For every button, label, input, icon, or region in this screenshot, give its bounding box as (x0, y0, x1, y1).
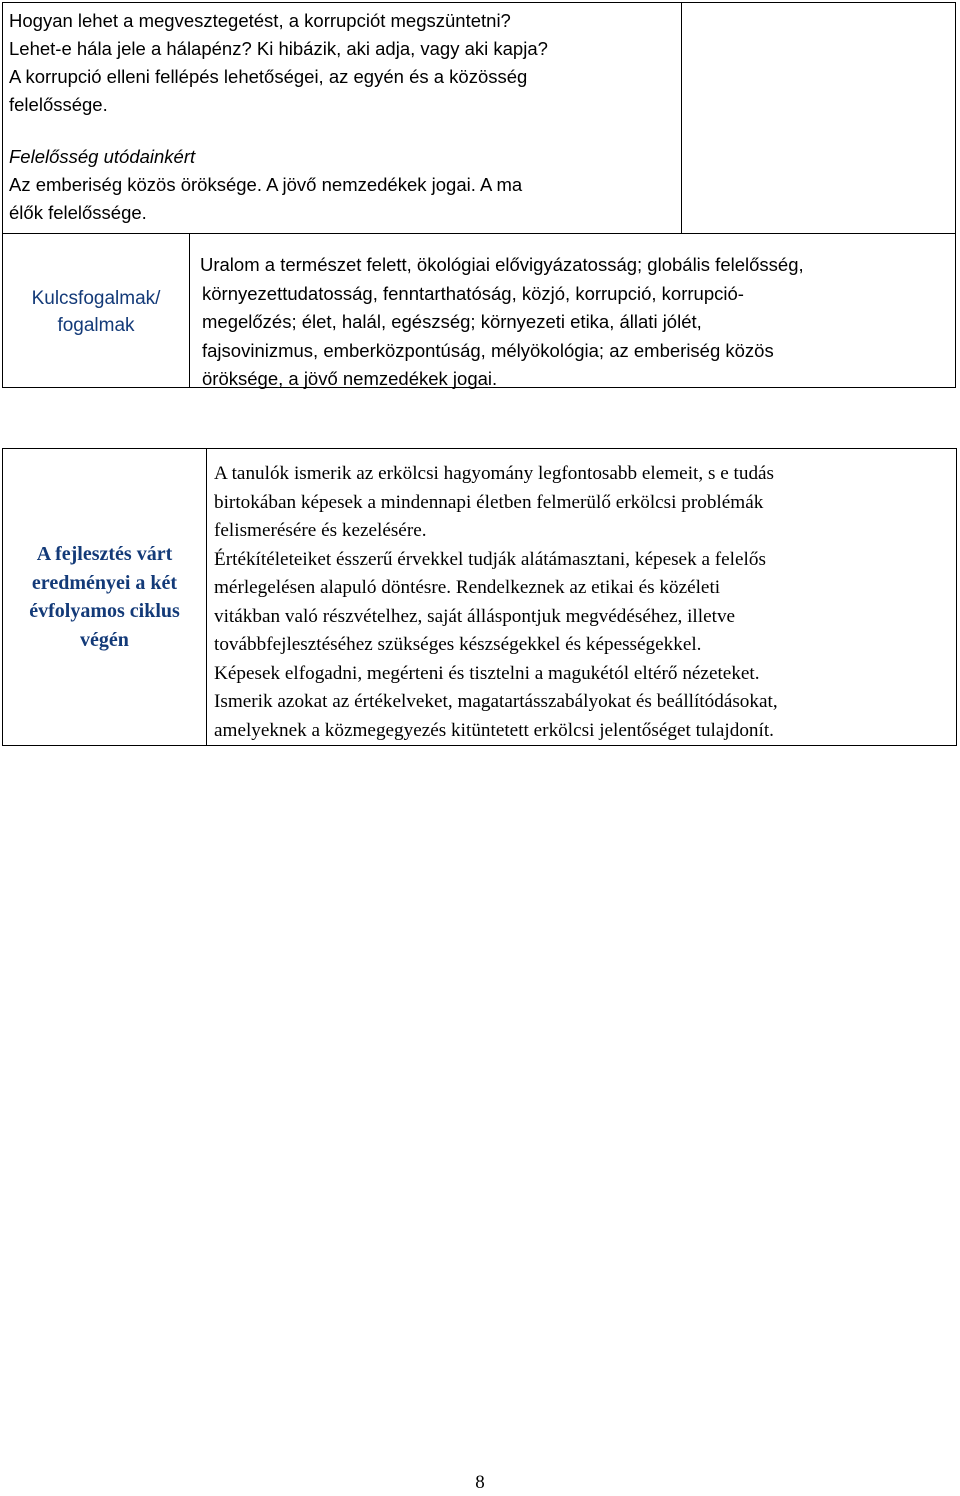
concept-line: fajsovinizmus, emberközpontúság, mélyökológia; az emberiség közös (202, 339, 774, 361)
outcome-line: A tanulók ismerik az erkölcsi hagyomány legfontosabb elemeit, s e tudás (214, 463, 775, 484)
outcome-line: felismerésére és kezelésére. (214, 520, 427, 541)
outcome-line: Értékítéleteiket ésszerű érvekkel tudják alátámasztani, képesek a felelős (214, 548, 766, 570)
outcomes-label (3, 449, 206, 745)
spacer (9, 119, 679, 143)
label-line: Kulcsfogalmak/ (31, 287, 161, 309)
outcomes-table (2, 448, 957, 746)
topics-table (2, 2, 956, 388)
topic-questions (9, 7, 679, 227)
row2-divider (189, 233, 190, 388)
topic-line: A korrupció elleni fellépés lehetőségei, az egyén és a közösség (9, 66, 528, 87)
label-line: eredményei a két (31, 571, 178, 594)
topic-line: élők felelőssége. (9, 202, 147, 223)
concept-line: öröksége, a jövő nemzedékek jogai. (202, 368, 498, 389)
concept-line: megelőzés; élet, halál, egészség; környezeti etika, állati jólét, (202, 311, 702, 332)
topic-line: Lehet-e hála jele a hálapénz? Ki hibázik, aki adja, vagy aki kapja? (9, 38, 548, 59)
outcome-line: birtokában képesek a mindennapi életben felmerülő erkölcsi problémák (214, 491, 764, 513)
label-line: A fejlesztés várt (36, 543, 173, 565)
outcome-line: mérlegelésen alapuló döntésre. Rendelkeznek az etikai és közéleti (214, 577, 721, 598)
label-line: fogalmak (57, 314, 135, 336)
key-concepts-label (3, 234, 189, 389)
outcome-line: Ismerik azokat az értékelveket, magatartásszabályokat és beállítódásokat, (214, 691, 778, 712)
key-concepts-content (200, 251, 952, 394)
concept-line: Uralom a természet felett, ökológiai elővigyázatosság; globális felelősség, (200, 254, 804, 275)
outcome-line: amelyeknek a közmegegyezés kitüntetett erkölcsi jelentőséget tulajdonít. (214, 719, 774, 741)
label-line: végén (80, 628, 129, 651)
page-number: 8 (475, 1472, 485, 1493)
outcomes-divider (206, 449, 207, 745)
topic-line: felelőssége. (9, 94, 108, 115)
concept-line: környezettudatosság, fenntarthatóság, közjó, korrupció, korrupció- (202, 282, 744, 304)
topic-subheading: Felelősség utódainkért (9, 146, 196, 167)
outcome-line: Képesek elfogadni, megérteni és tisztelni a magukétól eltérő nézeteket. (214, 662, 760, 684)
outcomes-content (214, 460, 954, 745)
label-line: évfolyamos ciklus (29, 600, 180, 622)
row1-divider (681, 3, 682, 233)
outcome-line: vitákban való részvételhez, saját álláspontjuk megvédéséhez, illetve (214, 605, 736, 627)
topic-line: Az emberiség közös öröksége. A jövő nemzedékek jogai. A ma (9, 174, 523, 195)
topic-line: Hogyan lehet a megvesztegetést, a korrupciót megszüntetni? (9, 10, 511, 31)
outcome-line: továbbfejlesztéséhez szükséges készségekkel és képességekkel. (214, 634, 702, 655)
